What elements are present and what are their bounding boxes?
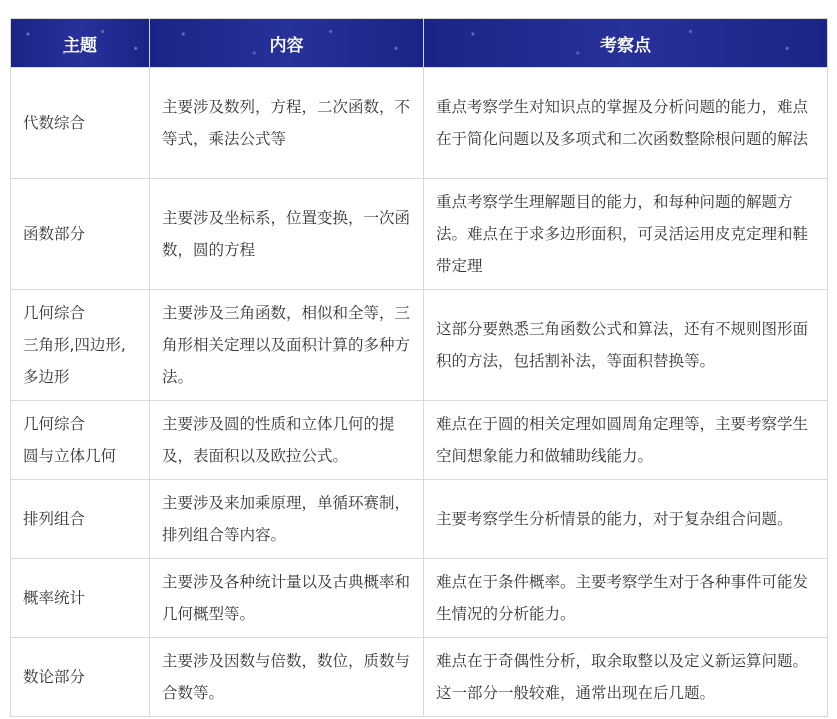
row-topic-line: 圆与立体几何 [23,447,117,465]
row-content: 主要涉及坐标系，位置变换，一次函数，圆的方程 [150,179,424,290]
table-row [11,290,828,401]
row-topic: 代数综合 [11,68,150,179]
row-topic-line: 几何综合 [23,304,86,322]
row-topic-line: 多边形 [23,368,70,386]
row-focus: 重点考察学生对知识点的掌握及分析问题的能力，难点在于简化问题以及多项式和二次函数整除根问题的解法 [424,68,828,179]
table-header-row [11,19,828,68]
row-content: 主要涉及因数与倍数，数位，质数与合数等。 [150,638,424,717]
row-focus: 难点在于圆的相关定理如圆周角定理等，主要考察学生空间想象能力和做辅助线能力。 [424,401,828,480]
table-row [11,638,828,717]
table-row [11,559,828,638]
row-topic: 概率统计 [11,559,150,638]
table-row [11,68,828,179]
row-topic: 函数部分 [11,179,150,290]
row-topic: 排列组合 [11,480,150,559]
header-topic: 主题 [11,19,150,68]
row-topic: 数论部分 [11,638,150,717]
row-focus: 难点在于奇偶性分析，取余取整以及定义新运算问题。这一部分一般较难，通常出现在后几题。 [424,638,828,717]
row-focus: 这部分要熟悉三角函数公式和算法，还有不规则图形面积的方法，包括割补法，等面积替换等。 [424,290,828,401]
row-content: 主要涉及各种统计量以及古典概率和几何概型等。 [150,559,424,638]
row-focus: 难点在于条件概率。主要考察学生对于各种事件可能发生情况的分析能力。 [424,559,828,638]
table-row [11,179,828,290]
row-topic-line: 三角形,四边形, [23,336,126,354]
header-focus: 考察点 [424,19,828,68]
row-content: 主要涉及数列，方程，二次函数，不等式，乘法公式等 [150,68,424,179]
header-content: 内容 [150,19,424,68]
table-row [11,401,828,480]
row-topic [11,401,150,480]
topic-table [10,18,828,717]
row-content: 主要涉及圆的性质和立体几何的提及，表面积以及欧拉公式。 [150,401,424,480]
row-focus: 重点考察学生理解题目的能力，和每种问题的解题方法。难点在于求多边形面积，可灵活运用皮克定理和鞋带定理 [424,179,828,290]
row-topic [11,290,150,401]
table-row [11,480,828,559]
row-focus: 主要考察学生分析情景的能力，对于复杂组合问题。 [424,480,828,559]
row-content: 主要涉及三角函数，相似和全等，三角形相关定理以及面积计算的多种方法。 [150,290,424,401]
row-topic-line: 几何综合 [23,415,86,433]
row-content: 主要涉及来加乘原理，单循环赛制，排列组合等内容。 [150,480,424,559]
